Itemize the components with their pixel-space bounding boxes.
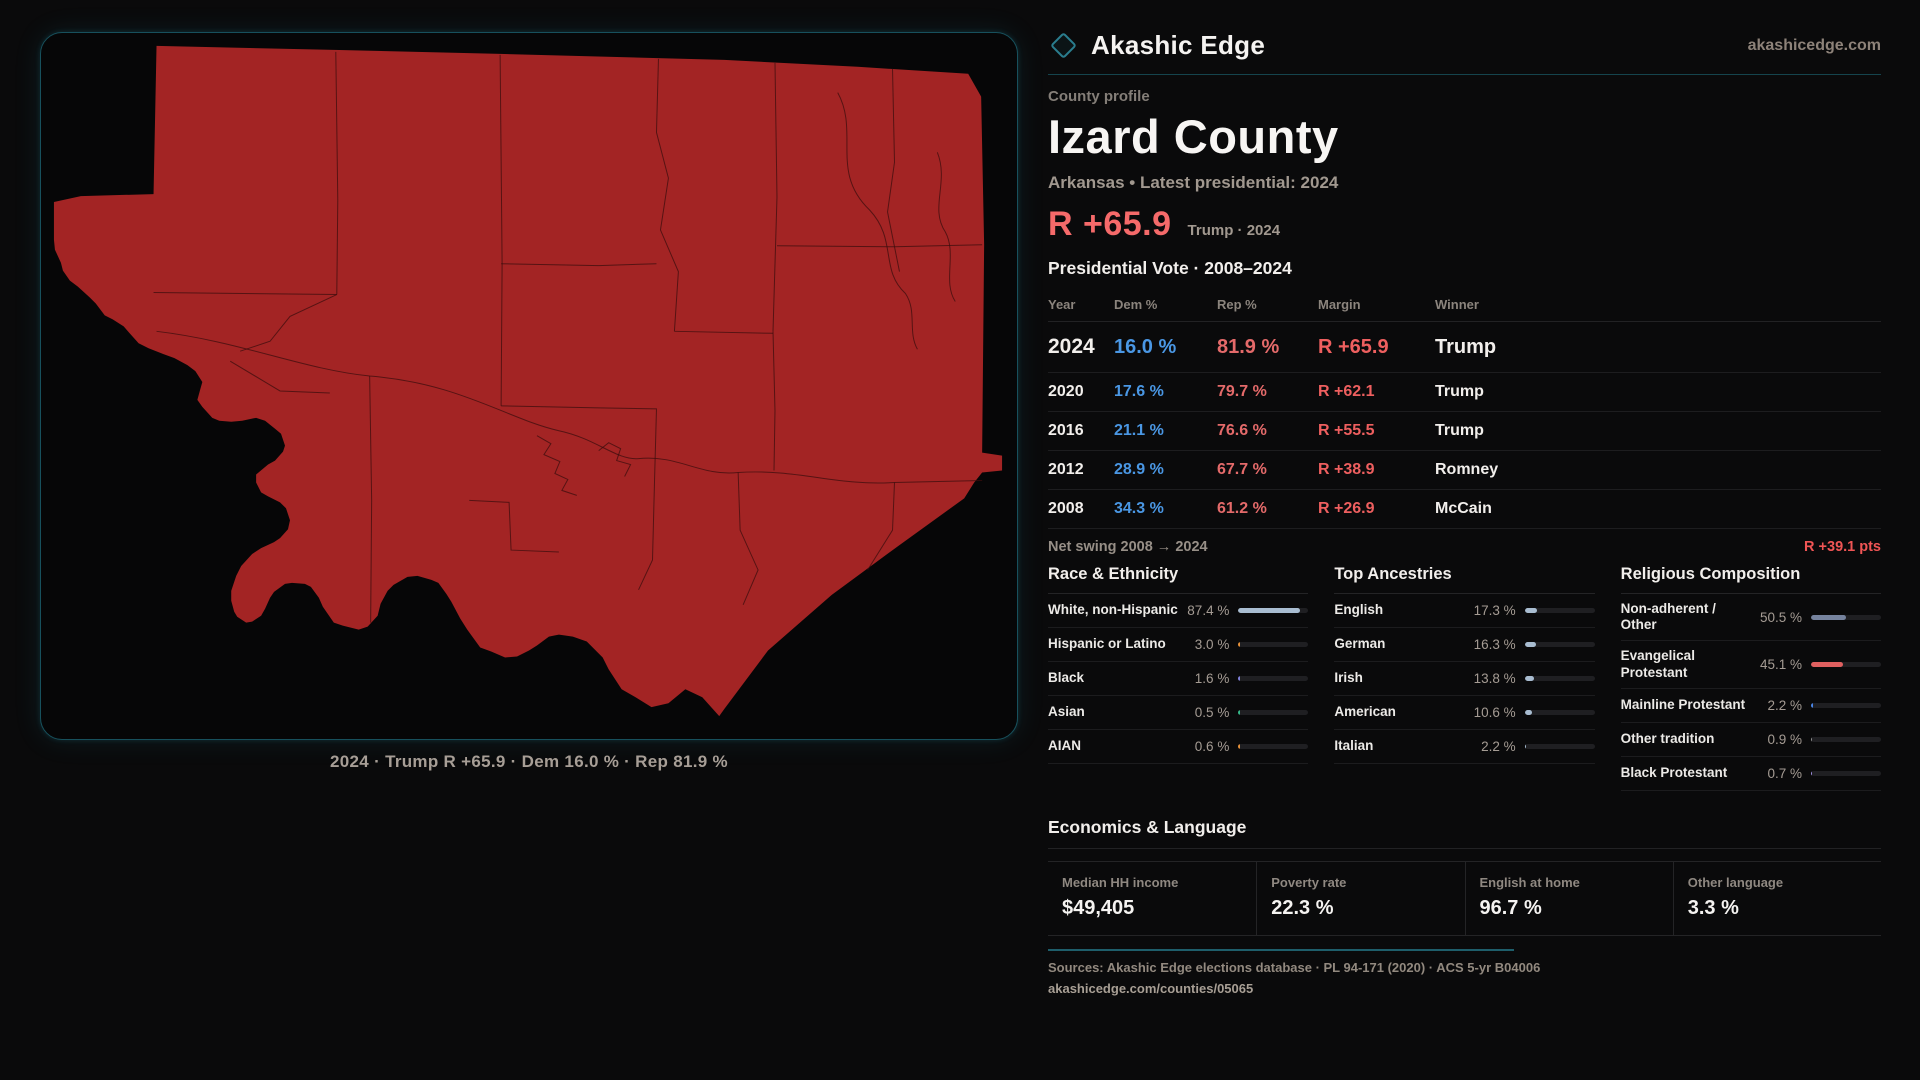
demo-value: 87.4 % (1187, 603, 1230, 618)
demo-value: 0.5 % (1194, 705, 1230, 720)
demo-label: White, non-Hispanic (1048, 602, 1178, 618)
demo-value: 13.8 % (1473, 671, 1516, 686)
demo-value: 45.1 % (1759, 657, 1802, 673)
demo-value: 10.6 % (1473, 705, 1516, 720)
cell-margin: R +26.9 (1318, 500, 1375, 517)
demo-value: 0.6 % (1194, 739, 1230, 754)
county-map (40, 32, 1018, 740)
cell-margin: R +55.5 (1318, 422, 1375, 439)
demo-bar-track (1811, 737, 1881, 742)
cell-margin: R +62.1 (1318, 383, 1375, 400)
stat-value: 3.3 % (1687, 896, 1739, 919)
list-item (1048, 696, 1308, 730)
economics-stats (1048, 861, 1881, 936)
demo-bar-track (1525, 710, 1595, 715)
demo-value: 3.0 % (1194, 637, 1230, 652)
cell-winner: Romney (1435, 461, 1499, 478)
demo-bar-fill (1811, 737, 1812, 742)
cell-rep: 76.6 % (1217, 422, 1267, 439)
table-row (1048, 490, 1881, 529)
demo-bar-fill (1525, 710, 1532, 715)
demo-value: 0.9 % (1767, 731, 1802, 747)
footer-accent-divider (1048, 949, 1514, 951)
stat-label: Other language (1687, 874, 1784, 890)
sources-text: Sources: Akashic Edge elections database · PL 94-171 (2020) · ACS 5-yr B04006 (1048, 959, 1541, 975)
demo-bar-fill (1811, 615, 1846, 620)
cell-winner: McCain (1435, 500, 1492, 517)
net-swing-value: R +39.1 pts (1804, 539, 1881, 555)
demo-value: 0.7 % (1767, 765, 1802, 781)
stat-value: 22.3 % (1271, 896, 1334, 919)
section-race-ethnicity (1048, 565, 1308, 791)
cell-rep: 81.9 % (1217, 335, 1280, 358)
brand-name: Akashic Edge (1091, 30, 1266, 60)
demo-bar-fill (1238, 710, 1239, 715)
demo-bar-track (1238, 608, 1308, 613)
col-year: Year (1048, 297, 1076, 312)
demo-label: Evangelical Protestant (1620, 648, 1695, 680)
demo-bar-fill (1525, 608, 1537, 613)
headline-margin-context: Trump · 2024 (1187, 222, 1281, 239)
demo-label: Italian (1334, 738, 1374, 754)
section-religious-composition (1621, 565, 1881, 791)
demo-bar-track (1811, 615, 1881, 620)
cell-dem: 17.6 % (1114, 383, 1164, 400)
cell-year: 2024 (1048, 335, 1095, 358)
demo-label: Non-adherent / Other (1620, 601, 1716, 633)
cell-rep: 79.7 % (1217, 383, 1267, 400)
col-winner: Winner (1435, 297, 1479, 312)
cell-year: 2008 (1048, 500, 1084, 517)
net-swing-row (1048, 529, 1881, 563)
demo-bar-track (1238, 676, 1308, 681)
demo-value: 2.2 % (1767, 697, 1802, 713)
demo-bar-track (1238, 710, 1308, 715)
demo-bar-track (1525, 744, 1595, 749)
county-map-svg (41, 33, 1017, 739)
demo-bar-track (1525, 676, 1595, 681)
stat-other-language (1673, 862, 1881, 935)
table-row (1048, 373, 1881, 412)
demo-bar-fill (1525, 744, 1527, 749)
table-row (1048, 451, 1881, 490)
demo-value: 2.2 % (1481, 739, 1516, 754)
eyebrow-label: County profile (1048, 88, 1150, 105)
stat-label: Poverty rate (1271, 874, 1347, 890)
list-item (1621, 723, 1881, 757)
col-margin: Margin (1318, 297, 1361, 312)
demo-label: AIAN (1048, 738, 1081, 754)
list-item (1621, 641, 1881, 688)
page-title: Izard County (1048, 110, 1339, 163)
demo-value: 16.3 % (1473, 637, 1516, 652)
vote-table-header (1048, 289, 1881, 322)
profile-panel (1048, 30, 1881, 996)
demo-bar-fill (1525, 642, 1536, 647)
section-title: Top Ancestries (1334, 565, 1594, 594)
cell-margin: R +65.9 (1318, 335, 1389, 358)
demo-bar-track (1525, 608, 1595, 613)
headline-margin-row (1048, 205, 1881, 244)
demo-bar-track (1811, 703, 1881, 708)
demo-bar-fill (1525, 676, 1535, 681)
demo-label: Black Protestant (1620, 765, 1728, 781)
county-subtitle: Arkansas • Latest presidential: 2024 (1048, 173, 1339, 192)
brand-domain-link[interactable]: akashicedge.com (1747, 36, 1881, 54)
list-item (1334, 696, 1594, 730)
cell-rep: 61.2 % (1217, 500, 1267, 517)
demo-label: Asian (1048, 704, 1085, 720)
section-title: Race & Ethnicity (1048, 565, 1308, 594)
demo-bar-fill (1811, 703, 1813, 708)
cell-dem: 34.3 % (1114, 500, 1164, 517)
demo-label: Hispanic or Latino (1048, 636, 1166, 652)
list-item (1048, 730, 1308, 764)
demo-bar-track (1811, 771, 1881, 776)
table-row (1048, 412, 1881, 451)
demographics-grid (1048, 565, 1881, 791)
demo-value: 1.6 % (1194, 671, 1230, 686)
county-shape (54, 46, 1002, 716)
brand-header (1048, 30, 1881, 75)
list-item (1334, 594, 1594, 628)
map-caption: 2024 · Trump R +65.9 · Dem 16.0 % · Rep 81.9 % (330, 752, 728, 771)
stat-english-at-home (1465, 862, 1673, 935)
cell-dem: 28.9 % (1114, 461, 1164, 478)
demo-bar-fill (1238, 642, 1240, 647)
section-top-ancestries (1334, 565, 1594, 791)
demo-label: English (1334, 602, 1384, 618)
stat-value: $49,405 (1062, 896, 1135, 919)
demo-label: Black (1048, 670, 1085, 686)
stat-label: English at home (1479, 874, 1580, 890)
cell-dem: 21.1 % (1114, 422, 1164, 439)
demo-bar-track (1525, 642, 1595, 647)
demo-value: 17.3 % (1473, 603, 1516, 618)
diamond-logo-icon[interactable] (1048, 30, 1079, 61)
demo-label: American (1334, 704, 1396, 720)
vote-table-title: Presidential Vote · 2008–2024 (1048, 258, 1292, 278)
demo-label: German (1334, 636, 1386, 652)
table-row (1048, 322, 1881, 373)
demo-bar-track (1811, 662, 1881, 667)
cell-year: 2016 (1048, 422, 1084, 439)
demo-label: Mainline Protestant (1620, 697, 1746, 713)
cell-year: 2012 (1048, 461, 1084, 478)
cell-winner: Trump (1435, 383, 1484, 400)
col-dem: Dem % (1114, 297, 1158, 312)
list-item (1048, 594, 1308, 628)
demo-bar-fill (1811, 662, 1843, 667)
cell-winner: Trump (1435, 335, 1497, 358)
demo-bar-track (1238, 642, 1308, 647)
permalink[interactable]: akashicedge.com/counties/05065 (1048, 980, 1254, 996)
demo-bar-fill (1238, 744, 1239, 749)
net-swing-label: Net swing 2008 → 2024 (1048, 539, 1208, 555)
stat-value: 96.7 % (1479, 896, 1542, 919)
economics-title: Economics & Language (1048, 817, 1881, 849)
demo-bar-fill (1238, 676, 1239, 681)
cell-winner: Trump (1435, 422, 1484, 439)
demo-label: Irish (1334, 670, 1363, 686)
demo-value: 50.5 % (1759, 609, 1802, 625)
list-item (1621, 594, 1881, 641)
section-title: Religious Composition (1621, 565, 1881, 594)
demo-bar-fill (1238, 608, 1299, 613)
cell-year: 2020 (1048, 383, 1084, 400)
cell-margin: R +38.9 (1318, 461, 1375, 478)
stat-median-income (1048, 862, 1256, 935)
cell-rep: 67.7 % (1217, 461, 1267, 478)
demo-bar-fill (1811, 771, 1812, 776)
headline-margin-value: R +65.9 (1048, 205, 1172, 243)
list-item (1334, 730, 1594, 764)
stat-label: Median HH income (1062, 874, 1179, 890)
list-item (1334, 628, 1594, 662)
list-item (1334, 662, 1594, 696)
demo-bar-track (1238, 744, 1308, 749)
list-item (1048, 662, 1308, 696)
stat-poverty-rate (1256, 862, 1464, 935)
list-item (1621, 689, 1881, 723)
list-item (1048, 628, 1308, 662)
col-rep: Rep % (1217, 297, 1257, 312)
demo-label: Other tradition (1620, 731, 1715, 747)
list-item (1621, 757, 1881, 791)
cell-dem: 16.0 % (1114, 335, 1177, 358)
vote-table (1048, 289, 1881, 529)
